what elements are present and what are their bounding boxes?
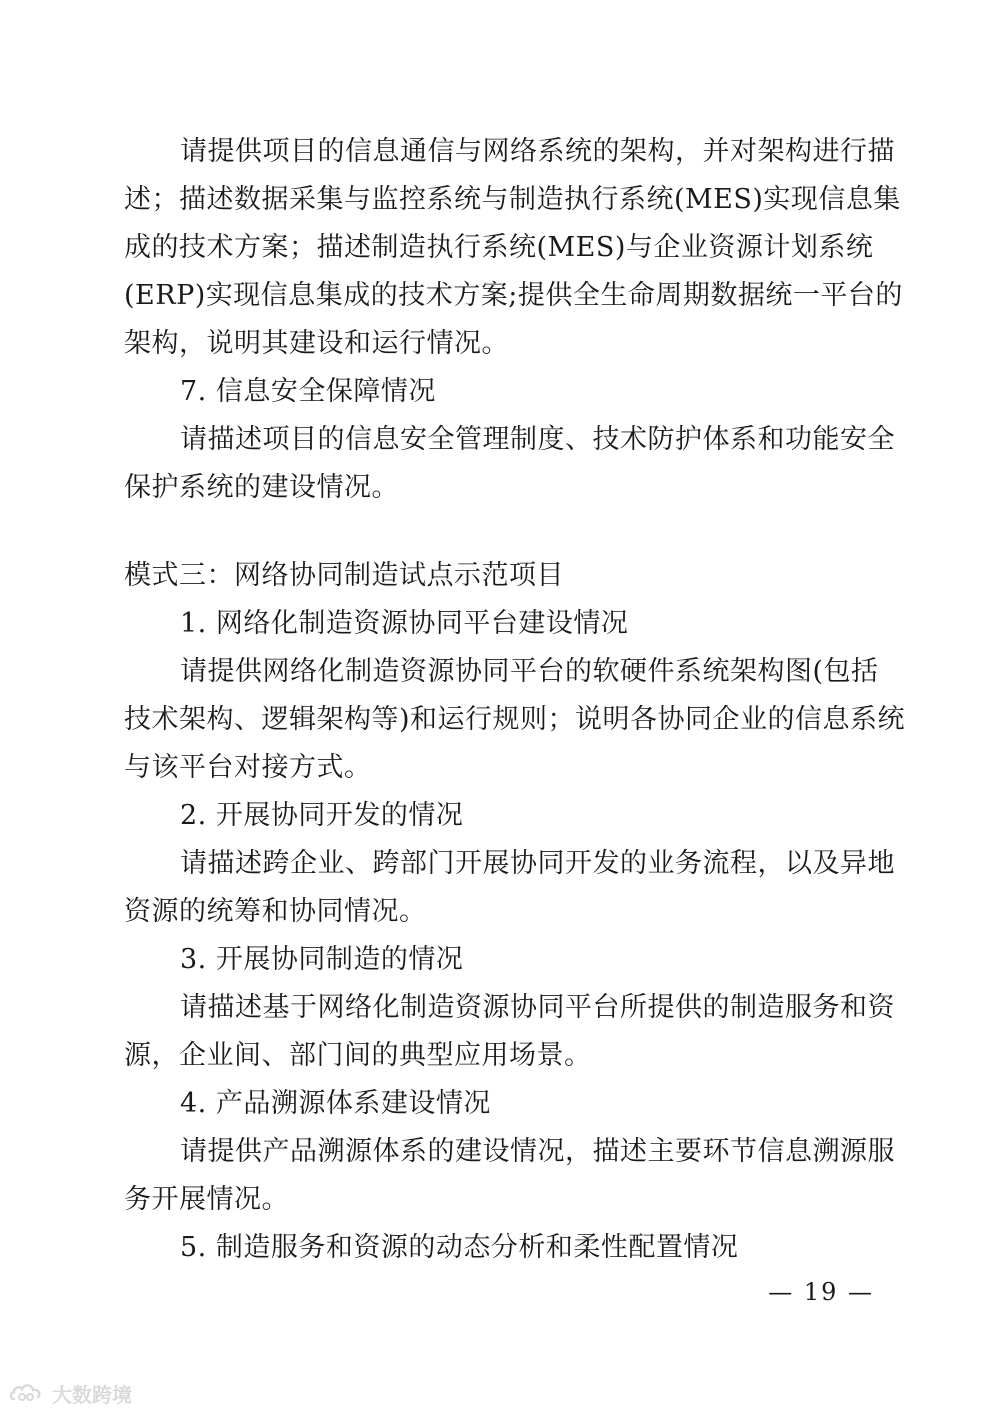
section-heading: 1. 网络化制造资源协同平台建设情况	[180, 608, 629, 639]
paragraph-line: (ERP)实现信息集成的技术方案;提供全生命周期数据统一平台的	[124, 280, 903, 311]
paragraph-line: 述；描述数据采集与监控系统与制造执行系统(MES)实现信息集	[124, 184, 901, 215]
paragraph-line: 务开展情况。	[124, 1184, 289, 1215]
section-heading: 3. 开展协同制造的情况	[180, 944, 464, 975]
watermark-text: 大数跨境	[52, 1382, 132, 1407]
paragraph-line: 与该平台对接方式。	[124, 752, 372, 783]
paragraph-line: 请提供项目的信息通信与网络系统的架构，并对架构进行描	[180, 136, 895, 167]
paragraph-line: 请描述项目的信息安全管理制度、技术防护体系和功能安全	[180, 424, 895, 455]
section-heading: 5. 制造服务和资源的动态分析和柔性配置情况	[180, 1232, 739, 1263]
paragraph-line: 源，企业间、部门间的典型应用场景。	[124, 1040, 592, 1071]
paragraph-line: 请提供网络化制造资源协同平台的软硬件系统架构图(包括	[180, 656, 879, 687]
section-heading: 4. 产品溯源体系建设情况	[180, 1088, 491, 1119]
cloud-logo-icon	[8, 1381, 48, 1405]
paragraph-line: 请提供产品溯源体系的建设情况，描述主要环节信息溯源服	[180, 1136, 895, 1167]
paragraph-line: 请描述跨企业、跨部门开展协同开发的业务流程，以及异地	[180, 848, 895, 879]
watermark	[8, 1378, 132, 1408]
paragraph-line: 请描述基于网络化制造资源协同平台所提供的制造服务和资	[180, 992, 895, 1023]
section-heading: 2. 开展协同开发的情况	[180, 800, 464, 831]
section-heading: 7. 信息安全保障情况	[180, 376, 436, 407]
paragraph-line: 资源的统筹和协同情况。	[124, 896, 427, 927]
page-number: — 19 —	[768, 1278, 874, 1306]
paragraph-line: 成的技术方案；描述制造执行系统(MES)与企业资源计划系统	[124, 232, 874, 263]
paragraph-line: 架构，说明其建设和运行情况。	[124, 328, 509, 359]
mode-heading: 模式三：网络协同制造试点示范项目	[124, 560, 564, 591]
paragraph-line: 技术架构、逻辑架构等)和运行规则；说明各协同企业的信息系统	[124, 704, 906, 735]
paragraph-line: 保护系统的建设情况。	[124, 472, 399, 503]
